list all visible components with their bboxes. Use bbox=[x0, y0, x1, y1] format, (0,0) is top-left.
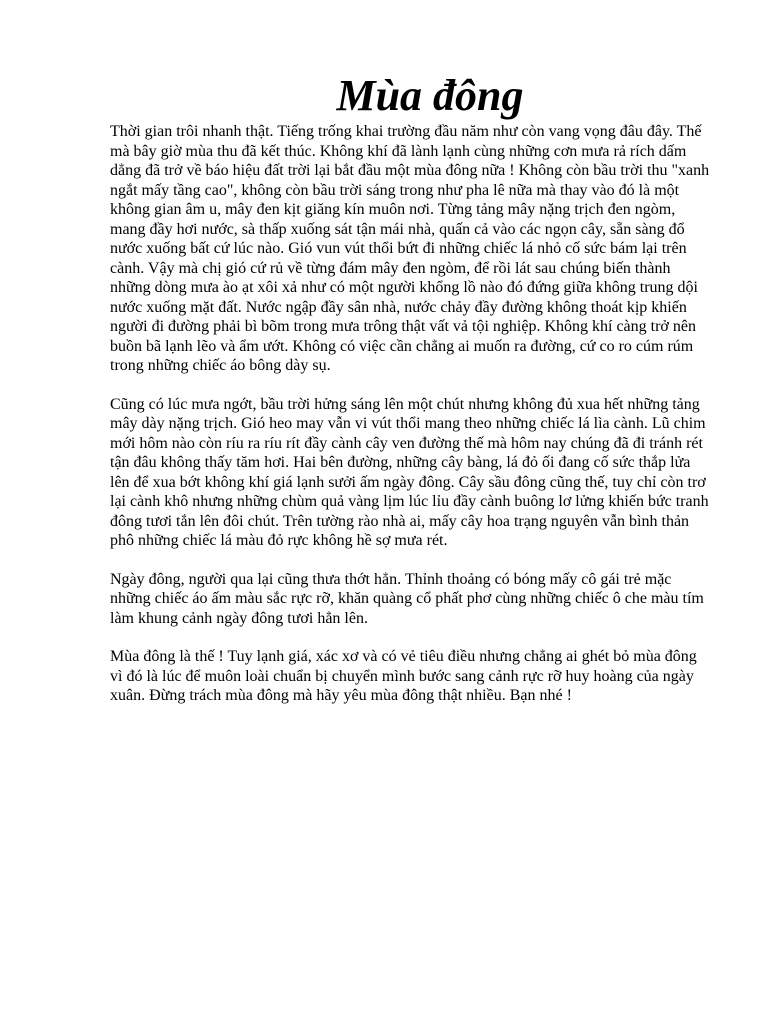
document-body bbox=[110, 122, 712, 706]
paragraph-1: Thời gian trôi nhanh thật. Tiếng trống khai trường đầu năm như còn vang vọng đâu đây. Thế mà bây giờ mùa thu đã kết thúc. Không khí đã lành lạnh cùng những cơn mưa rả rích dấm dẳng đã trở về báo hiệu đất trời lại bắt đầu một mùa đông nữa ! Không còn bầu trời thu "xanh ngắt mấy tầng cao", không còn bầu trời sáng trong như pha lê nữa mà thay vào đó là một không gian âm u, mây đen kịt giăng kín muôn nơi. Từng tảng mây nặng trịch đen ngòm, mang đầy hơi nước, sà thấp xuống sát tận mái nhà, quấn cả vào các ngọn cây, sẵn sàng đổ nước xuống bất cứ lúc nào. Gió vun vút thổi bứt đi những chiếc lá nhỏ cố sức bám lại trên cành. Vậy mà chị gió cứ rủ về từng đám mây đen ngòm, để rồi lát sau chúng biến thành những dòng mưa ào ạt xôi xả như có một người khổng lồ nào đó đứng giữa không trung dội nước xuống mặt đất. Nước ngập đầy sân nhà, nước chảy đầy đường không thoát kịp khiến người đi đường phải bì bõm trong mưa trông thật vất vả tội nghiệp. Không khí càng trở nên buồn bã lạnh lẽo và ẩm ướt. Không có việc cần chẳng ai muốn ra đường, cứ co ro cúm rúm trong những chiếc áo bông dày sụ. bbox=[110, 123, 710, 374]
page-title: Mùa đông bbox=[336, 71, 524, 120]
paragraph-4: Mùa đông là thế ! Tuy lạnh giá, xác xơ và có vẻ tiêu điều nhưng chẳng ai ghét bỏ mùa đông vì đó là lúc để muôn loài chuẩn bị chuyển mình bước sang cảnh rực rỡ huy hoàng của ngày xuân. Đừng trách mùa đông mà hãy yêu mùa đông thật nhiều. Bạn nhé ! bbox=[110, 648, 697, 704]
paragraph-2: Cũng có lúc mưa ngớt, bầu trời hửng sáng lên một chút nhưng không đủ xua hết những tảng mây dày nặng trịch. Gió heo may vẫn vi vút thổi mang theo những chiếc lá lìa cành. Lũ chim mới hôm nào còn ríu ra ríu rít đầy cành cây ven đường thế mà hôm nay chúng đã đi tránh rét tận đâu không thấy tăm hơi. Hai bên đường, những cây bàng, lá đỏ ối đang cố sức thắp lửa lên để xua bớt không khí giá lạnh sưởi ấm ngày đông. Cây sầu đông cũng thế, tuy chỉ còn trơ lại cành khô nhưng những chùm quả vàng lịm lúc lỉu đầy cành buông lơ lửng khiến bức tranh đông tươi tắn lên đôi chút. Trên tường rào nhà ai, mấy cây hoa trạng nguyên vẫn bình thản phô những chiếc lá màu đỏ rực không hề sợ mưa rét. bbox=[110, 395, 709, 549]
paragraph-3: Ngày đông, người qua lại cũng thưa thớt hẳn. Thỉnh thoảng có bóng mấy cô gái trẻ mặc những chiếc áo ấm màu sắc rực rỡ, khăn quàng cổ phất phơ cùng những chiếc ô che màu tím làm khung cảnh ngày đông tươi hẳn lên. bbox=[110, 570, 704, 627]
